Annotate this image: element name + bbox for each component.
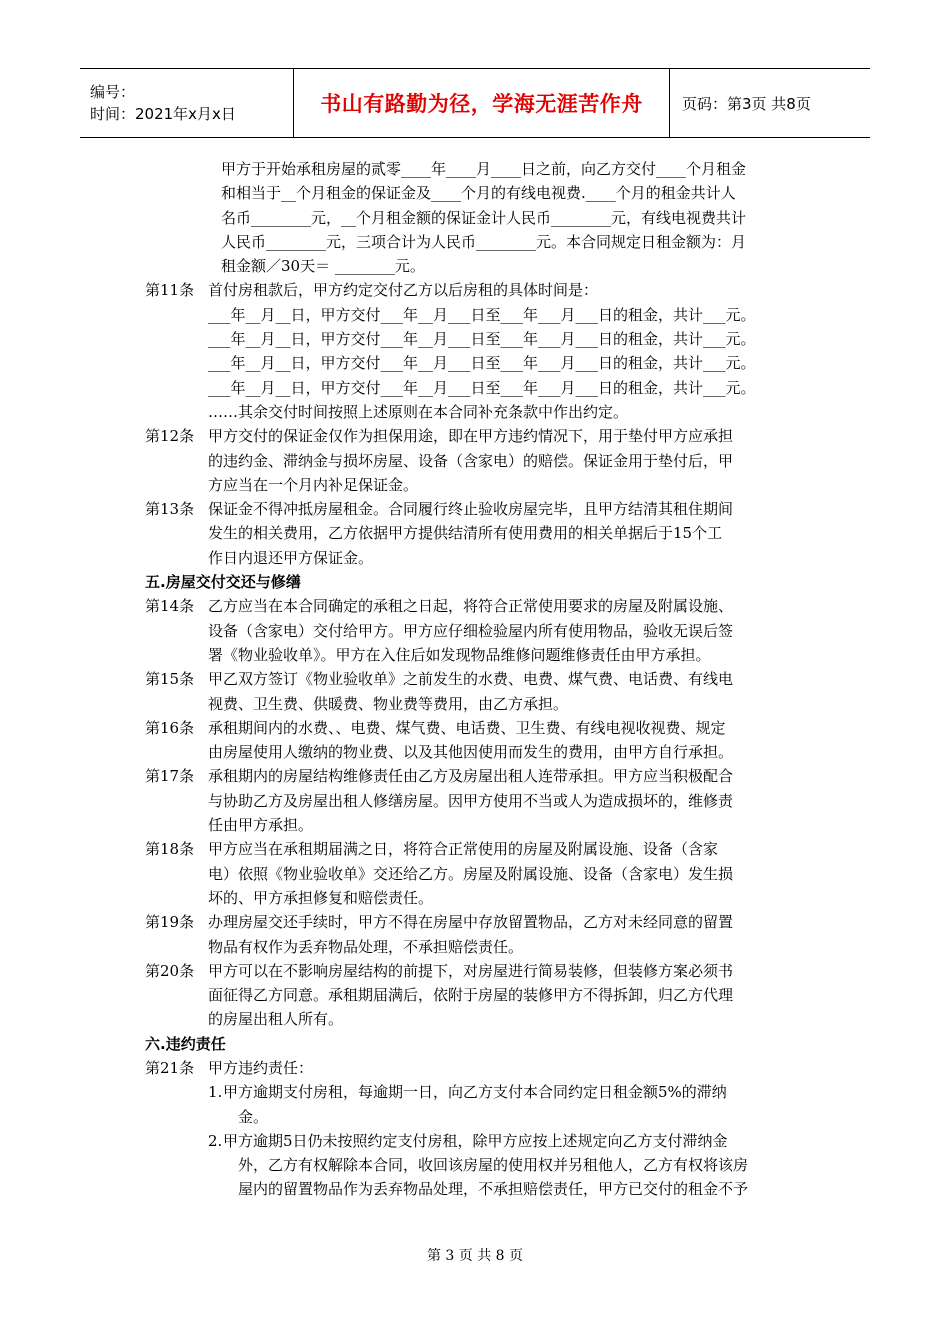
article-label: 第16条 [145,718,195,737]
article-label: 第13条 [145,500,195,519]
text-line: ___年__月__日，甲方交付___年__月___日至___年___月___日的租金，共计___元。 [208,330,756,349]
document-date-label: 时间：2021年x月x日 [90,105,236,123]
text-line: 金。 [238,1107,269,1126]
article-label: 第18条 [145,840,195,859]
list-item [145,1080,815,1129]
text-line: 甲乙双方签订《物业验收单》之前发生的水费、电费、煤气费、电话费、有线电 [208,670,734,689]
text-line: 面征得乙方同意。承租期届满后，依附于房屋的装修甲方不得拆卸，归乙方代理 [208,986,734,1005]
text-line: 乙方应当在本合同确定的承租之日起，将符合正常使用要求的房屋及附属设施、 [208,597,734,616]
intro-paragraph [145,157,815,278]
text-line: 署《物业验收单》。甲方在入住后如发现物品维修问题维修责任由甲方承担。 [208,645,711,664]
text-line: 的违约金、滞纳金与损坏房屋、设备（含家电）的赔偿。保证金用于垫付后，甲 [208,451,734,470]
article-14 [145,594,815,667]
text-line: 视费、卫生费、供暖费、物业费等费用，由乙方承担。 [208,694,569,713]
header-motto-cell [293,69,670,137]
page-footer [0,1245,950,1265]
text-line: 承租期间内的水费、、电费、煤气费、电话费、卫生费、有线电视收视费、规定 [208,718,726,737]
text-line: 甲方逾期支付房租，每逾期一日，向乙方支付本合同约定日租金额5%的滞纳 [223,1083,727,1102]
text-line: 发生的相关费用，乙方依据甲方提供结清所有使用费用的相关单据后于15个工 [208,524,723,543]
text-line: 首付房租款后，甲方约定交付乙方以后房租的具体时间是： [208,281,599,300]
text-line: 甲方可以在不影响房屋结构的前提下，对房屋进行简易装修，但装修方案必须书 [208,961,734,980]
text-line: 方应当在一个月内补足保证金。 [208,475,419,494]
text-line: 和相当于__个月租金的保证金及____个月的有线电视费.____个月的租金共计人 [221,184,736,203]
article-13 [145,497,815,570]
text-line: 保证金不得冲抵房屋租金。合同履行终止验收房屋完毕，且甲方结清其租住期间 [208,500,734,519]
text-line: 租金额／30天＝ ________元。 [221,257,425,276]
text-line: 与协助乙方及房屋出租人修缮房屋。因甲方使用不当或人为造成损坏的，维修责 [208,791,734,810]
text-line: 任由甲方承担。 [208,816,314,835]
article-label: 第14条 [145,597,195,616]
text-line: 甲方应当在承租期届满之日，将符合正常使用的房屋及附属设施、设备（含家 [208,840,719,859]
header-page-indicator [670,69,811,137]
article-label: 第11条 [145,281,195,300]
text-line: 承租期内的房屋结构维修责任由乙方及房屋出租人连带承担。甲方应当积极配合 [208,767,734,786]
article-label: 第17条 [145,767,195,786]
text-line: ……其余交付时间按照上述原则在本合同补充条款中作出约定。 [208,402,629,421]
text-line: 外，乙方有权解除本合同，收回该房屋的使用权并另租他人，乙方有权将该房 [238,1156,749,1175]
document-body [145,157,815,1202]
text-line: 由房屋使用人缴纳的物业费、以及其他因使用而发生的费用，由甲方自行承担。 [208,743,734,762]
article-11 [145,278,815,424]
article-label: 第21条 [145,1058,195,1077]
text-line: 人民币________元，三项合计为人民币________元。本合同规定日租金额为：月 [221,232,747,251]
list-item [145,1129,815,1202]
text-line: 物品有权作为丢弃物品处理，不承担赔偿责任。 [208,937,524,956]
article-label: 第12条 [145,427,195,446]
text-line: ___年__月__日，甲方交付___年__月___日至___年___月___日的租金，共计___元。 [208,305,756,324]
article-21 [145,1056,815,1080]
list-item-number: 1. [208,1083,223,1102]
text-line: 甲方逾期5日仍未按照约定支付房租，除甲方应按上述规定向乙方支付滞纳金 [223,1131,728,1150]
page-header [80,68,870,138]
article-17 [145,764,815,837]
text-line: 名币________元，__个月租金额的保证金计人民币________元，有线电视费共计 [221,208,747,227]
text-line: ___年__月__日，甲方交付___年__月___日至___年___月___日的租金，共计___元。 [208,354,756,373]
text-line: 办理房屋交还手续时，甲方不得在房屋中存放留置物品，乙方对未经同意的留置 [208,913,734,932]
header-meta [80,69,293,137]
text-line: 的房屋出租人所有。 [208,1010,344,1029]
text-line: 屋内的留置物品作为丢弃物品处理，不承担赔偿责任，甲方已交付的租金不予 [238,1180,749,1199]
article-16 [145,716,815,765]
article-label: 第15条 [145,670,195,689]
article-15 [145,667,815,716]
section-heading-6: 六.违约责任 [145,1034,226,1053]
header-motto: 书山有路勤为径，学海无涯苦作舟 [320,92,643,116]
text-line: ___年__月__日，甲方交付___年__月___日至___年___月___日的租金，共计___元。 [208,378,756,397]
list-item-number: 2. [208,1131,223,1150]
text-line: 设备（含家电）交付给甲方。甲方应仔细检验屋内所有使用物品，验收无误后签 [208,621,734,640]
section-heading-5: 五.房屋交付交还与修缮 [145,573,301,592]
document-number-label: 编号： [90,83,136,101]
article-19 [145,910,815,959]
text-line: 甲方交付的保证金仅作为担保用途，即在甲方违约情况下，用于垫付甲方应承担 [208,427,734,446]
article-12 [145,424,815,497]
text-line: 甲方违约责任： [208,1058,314,1077]
text-line: 甲方于开始承租房屋的贰零____年____月____日之前，向乙方交付____个月租金 [221,160,747,178]
text-line: 作日内退还甲方保证金。 [208,548,374,567]
article-18 [145,837,815,910]
article-20 [145,959,815,1032]
article-label: 第19条 [145,913,195,932]
text-line: 坏的、甲方承担修复和赔偿责任。 [208,888,434,907]
article-label: 第20条 [145,961,195,980]
footer-page-number: 第 3 页 共 8 页 [426,1248,524,1264]
text-line: 电）依照《物业验收单》交还给乙方。房屋及附属设施、设备（含家电）发生损 [208,864,734,883]
header-page-label: 页码：第3页 共8页 [682,94,811,113]
